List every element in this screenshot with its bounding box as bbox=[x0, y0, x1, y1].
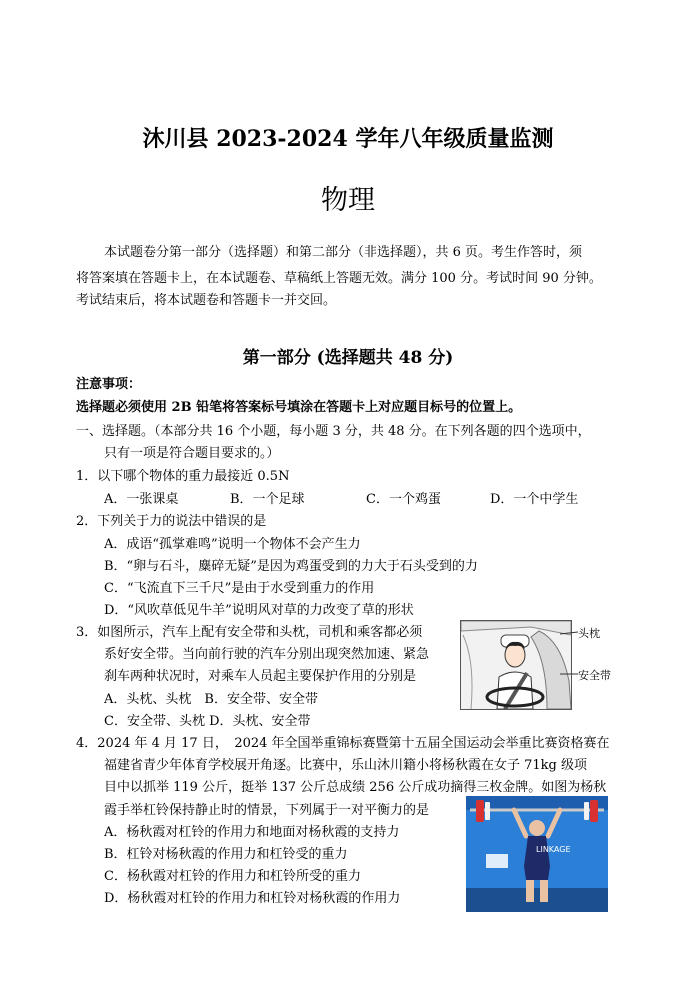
intro-line-2: 将答案填在答题卡上，在本试题卷、草稿纸上答题无效。满分 100 分。考试时间 90 分钟。 bbox=[76, 271, 602, 286]
q1-option-b: B．一个足球 bbox=[230, 492, 305, 507]
banner-text: LINKAGE bbox=[536, 845, 571, 854]
label-seatbelt: 安全带 bbox=[578, 669, 611, 682]
q3-options-cd: C．安全带、头枕 D．头枕、安全带 bbox=[104, 714, 311, 729]
weightlifter-photo bbox=[466, 796, 608, 912]
label-headrest: 头枕 bbox=[578, 627, 600, 640]
section-instruction-1: 一、选择题。（本部分共 16 个小题，每小题 3 分，共 48 分。在下列各题的四个选项中， bbox=[76, 424, 591, 439]
q4-stem-2: 福建省青少年体育学校展开角逐。比赛中，乐山沐川籍小将杨秋霞在女子 71kg 级项 bbox=[104, 758, 588, 773]
driver-illustration bbox=[461, 621, 571, 709]
q3-stem-1: 3．如图所示，汽车上配有安全带和头枕，司机和乘客都必须 bbox=[76, 625, 423, 640]
q1-option-d: D．一个中学生 bbox=[490, 492, 579, 507]
q4-option-d: D．杨秋霞对杠铃的作用力和杠铃对杨秋霞的作用力 bbox=[104, 891, 401, 906]
notice-label: 注意事项： bbox=[76, 377, 142, 392]
q3-stem-3: 刹车两种状况时，对乘车人员起主要保护作用的分别是 bbox=[104, 669, 417, 684]
intro-line-3: 考试结束后，将本试题卷和答题卡一并交回。 bbox=[76, 293, 337, 308]
subject-title: 物理 bbox=[321, 185, 375, 216]
q3-stem-2: 系好安全带。当向前行驶的汽车分别出现突然加速、紧急 bbox=[104, 647, 430, 662]
q2-option-b: B．“卵与石斗，麋碎无疑”是因为鸡蛋受到的力大于石头受到的力 bbox=[104, 559, 478, 574]
part-one-title: 第一部分 (选择题共 48 分) bbox=[242, 348, 454, 368]
q3-options-ab: A．头枕、头枕 B．安全带、安全带 bbox=[104, 692, 318, 707]
q2-option-a: A．成语“孤掌难鸣”说明一个物体不会产生力 bbox=[104, 537, 361, 552]
q4-stem-3: 目中以抓举 119 公斤，挺举 137 公斤总成绩 256 公斤成功摘得三枚金牌。如图为杨秋 bbox=[104, 780, 607, 795]
q4-option-a: A．杨秋霞对杠铃的作用力和地面对杨秋霞的支持力 bbox=[104, 825, 400, 840]
car-seatbelt-figure bbox=[460, 620, 572, 710]
q2-option-d: D．“风吹草低见牛羊”说明风对草的力改变了草的形状 bbox=[104, 603, 414, 618]
figure-leader-lines bbox=[560, 624, 580, 684]
notice-text: 选择题必须使用 2B 铅笔将答案标号填涂在答题卡上对应题目标号的位置上。 bbox=[76, 400, 522, 415]
exam-title: 沐川县 2023-2024 学年八年级质量监测 bbox=[142, 126, 554, 152]
q1-stem: 1．以下哪个物体的重力最接近 0.5N bbox=[76, 469, 290, 484]
weightlifter-illustration bbox=[466, 796, 608, 912]
q1-option-c: C．一个鸡蛋 bbox=[366, 492, 441, 507]
q4-stem-4: 霞手举杠铃保持静止时的情景，下列属于一对平衡力的是 bbox=[104, 803, 430, 818]
q2-stem: 2．下列关于力的说法中错误的是 bbox=[76, 514, 267, 529]
q2-option-c: C．“飞流直下三千尺”是由于水受到重力的作用 bbox=[104, 581, 375, 596]
q4-stem-1: 4．2024 年 4 月 17 日， 2024 年全国举重锦标赛暨第十五届全国运动会举重比赛资格赛在 bbox=[76, 736, 610, 751]
q1-option-a: A．一张课桌 bbox=[104, 492, 179, 507]
intro-line-1: 本试题卷分第一部分（选择题）和第二部分（非选择题），共 6 页。考生作答时，须 bbox=[104, 245, 583, 260]
q4-option-b: B．杠铃对杨秋霞的作用力和杠铃受的重力 bbox=[104, 847, 348, 862]
section-instruction-2: 只有一项是符合题目要求的。） bbox=[104, 446, 280, 461]
q4-option-c: C．杨秋霞对杠铃的作用力和杠铃所受的重力 bbox=[104, 869, 361, 884]
